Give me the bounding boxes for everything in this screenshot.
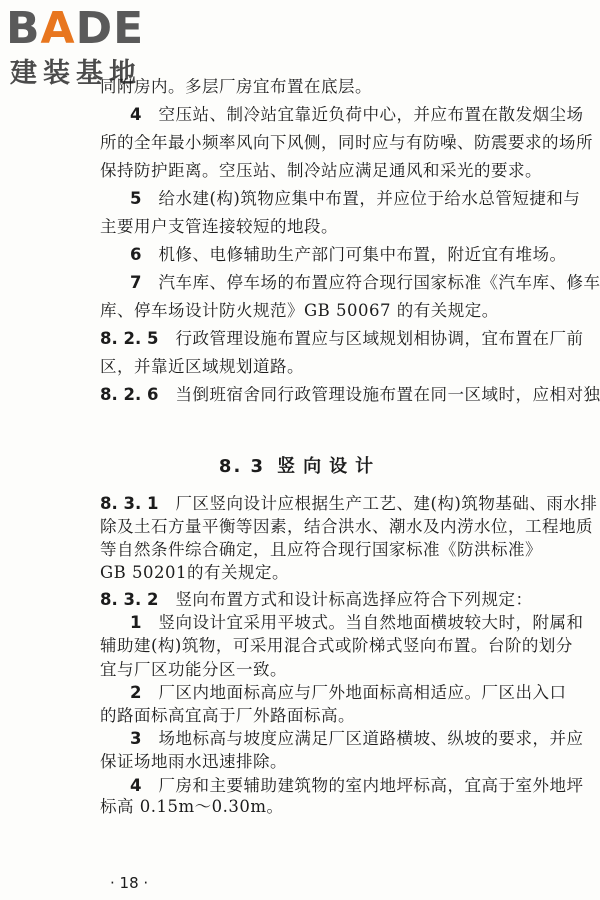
text-line: 所的全年最小频率风向下风侧，同时应与有防噪、防震要求的场所 bbox=[100, 133, 593, 152]
text-line bbox=[100, 408, 570, 438]
text-line: 保持防护距离。空压站、制冷站应满足通风和采光的要求。 bbox=[100, 161, 542, 180]
logo-brand: BADE bbox=[6, 3, 145, 54]
item-7-line: 7 汽车库、停车场的布置应符合现行国家标准《汽车库、修车 bbox=[130, 273, 600, 292]
text-line: 标高 0.15m～0.30m。 bbox=[100, 797, 284, 817]
clause-8-2-6: 8. 2. 6 当倒班宿舍同行政管理设施布置在同一区域时，应相对独 bbox=[100, 385, 600, 404]
text-line: 区，并靠近区域规划道路。 bbox=[100, 357, 304, 376]
section-title-text: 竖向设计 bbox=[277, 456, 382, 477]
text-line: 同附房内。多层厂房宜布置在底层。 bbox=[100, 77, 372, 96]
section-number: 8. 3 bbox=[218, 456, 266, 477]
section-title bbox=[0, 452, 600, 482]
item-5-line: 5 给水建(构)筑物应集中布置，并应位于给水总管短捷和与 bbox=[130, 189, 581, 208]
text-line: 除及土石方量平衡等因素，结合洪水、潮水及内涝水位，工程地质 bbox=[100, 516, 593, 536]
sub-item-1-line: 1 竖向设计宜采用平坡式。当自然地面横坡较大时，附属和 bbox=[130, 613, 584, 633]
text-line: 主要用户支管连接较短的地段。 bbox=[100, 217, 338, 236]
item-6-line: 6 机修、电修辅助生产部门可集中布置，附近宜有堆场。 bbox=[130, 245, 567, 264]
item-4-line: 4 空压站、制冷站宜靠近负荷中心，并应布置在散发烟尘场 bbox=[130, 105, 584, 124]
text-line: 辅助建(构)筑物，可采用混合式或阶梯式竖向布置。台阶的划分 bbox=[100, 636, 573, 656]
logo-subtitle: 建装基地 bbox=[10, 58, 142, 89]
text-line: 宜与厂区功能分区一致。 bbox=[100, 659, 287, 679]
page-number: · 18 · bbox=[110, 874, 149, 892]
text-line: 等自然条件综合确定，且应符合现行国家标准《防洪标准》 bbox=[100, 540, 542, 559]
text-line: 的路面标高宜高于厂外路面标高。 bbox=[100, 706, 355, 725]
text-line: GB 50201的有关规定。 bbox=[100, 563, 290, 583]
sub-item-4-line: 4 厂房和主要辅助建筑物的室内地坪标高，宜高于室外地坪 bbox=[130, 775, 584, 795]
text-line: 保证场地雨水迅速排除。 bbox=[100, 752, 287, 772]
sub-item-2-line: 2 厂区内地面标高应与厂外地面标高相适应。厂区出入口 bbox=[130, 682, 567, 702]
clause-8-2-5: 8. 2. 5 行政管理设施布置应与区域规划相协调，宜布置在厂前 bbox=[100, 329, 584, 348]
text-line: 库、停车场设计防火规范》GB 50067 的有关规定。 bbox=[100, 301, 499, 320]
sub-item-3-line: 3 场地标高与坡度应满足厂区道路横坡、纵坡的要求，并应 bbox=[130, 729, 584, 749]
clause-8-3-2: 8. 3. 2 竖向布置方式和设计标高选择应符合下列规定： bbox=[100, 589, 533, 609]
clause-8-3-1: 8. 3. 1 厂区竖向设计应根据生产工艺、建(构)筑物基础、雨水排 bbox=[100, 493, 598, 513]
